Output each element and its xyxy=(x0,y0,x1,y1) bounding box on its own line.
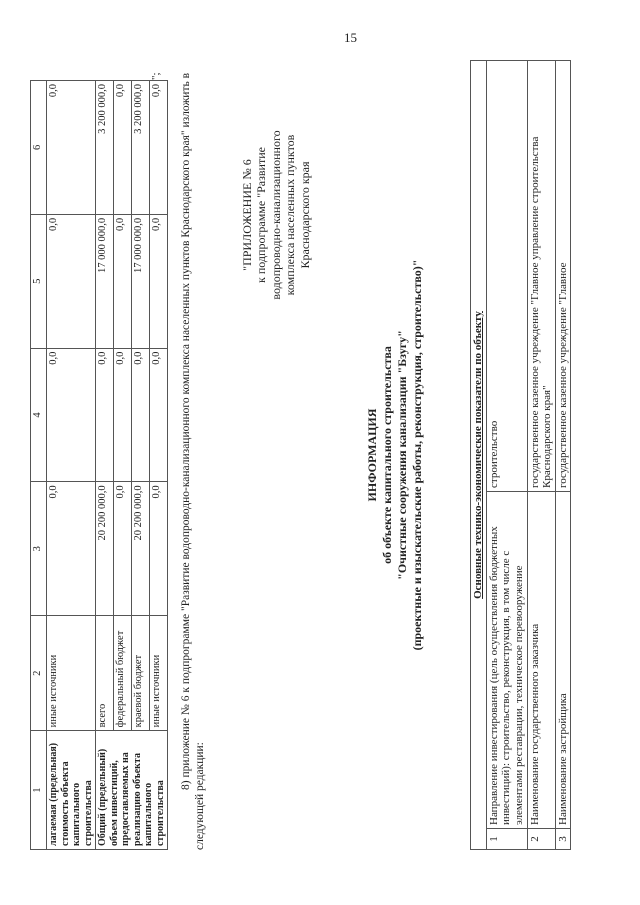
row-value: государственное казенное учреждение "Главное управление строительства Краснодарского края" xyxy=(527,61,555,492)
value-cell: 0,0 xyxy=(114,482,132,616)
header-cell: 1 xyxy=(31,731,47,850)
table-row xyxy=(47,81,96,850)
investment-table xyxy=(30,80,168,850)
appendix-line: комплекса населенных пунктов xyxy=(283,134,298,296)
value-cell: 0,0 xyxy=(47,348,96,482)
document-heading xyxy=(365,60,425,850)
value-cell: 17 000 000,0 xyxy=(96,214,114,348)
row-label: Наименование застройщика xyxy=(555,492,571,829)
value-cell: 0,0 xyxy=(47,214,96,348)
indicators-title: Основные технико-экономические показатели по объекту xyxy=(471,61,487,850)
value-cell: 0,0 xyxy=(47,482,96,616)
table-row xyxy=(486,61,527,850)
value-cell: 0,0 xyxy=(114,214,132,348)
value-cell: 0,0 xyxy=(114,81,132,215)
page-number: 15 xyxy=(344,30,357,45)
header-cell: 2 xyxy=(31,616,47,731)
value-cell: 0,0 xyxy=(150,348,168,482)
value-cell: 17 000 000,0 xyxy=(132,214,150,348)
rotated-page-content xyxy=(30,60,569,850)
appendix-line: "ПРИЛОЖЕНИЕ № 6 xyxy=(240,159,254,271)
header-cell: 5 xyxy=(31,214,47,348)
closing-quote-mark: "; xyxy=(150,72,162,80)
value-cell: 0,0 xyxy=(47,81,96,215)
value-cell: 3 200 000,0 xyxy=(132,81,150,215)
table-header-row xyxy=(31,81,47,850)
table-row xyxy=(96,81,114,850)
row-label: Общий (предельный) объем инвестиций, предоставляемых на реализацию объекта капитального строительства xyxy=(96,731,168,850)
heading-line: об объекте капитального строительства xyxy=(380,346,394,564)
source-cell: федеральный бюджет xyxy=(114,616,132,731)
source-cell: краевой бюджет xyxy=(132,616,150,731)
source-cell: иные источники xyxy=(150,616,168,731)
amendment-text: 8) приложение № 6 к подпрограмме "Развитие водопроводно-канализационного комплекса населенных пунктов Краснодарского края" изложить в следующей редакции: xyxy=(180,72,206,850)
heading-title: ИНФОРМАЦИЯ xyxy=(365,408,379,502)
row-number: 2 xyxy=(527,829,555,850)
header-cell: 3 xyxy=(31,482,47,616)
value-cell: 0,0 xyxy=(150,482,168,616)
row-label: лагаемая (предельная) стоимость объекта капитального строительства xyxy=(47,731,96,850)
row-value: государственное казенное учреждение "Главное xyxy=(555,61,571,492)
indicators-table xyxy=(470,60,571,850)
table-row xyxy=(555,61,571,850)
table-row xyxy=(527,61,555,850)
value-cell: 0,0 xyxy=(150,214,168,348)
source-cell: всего xyxy=(96,616,114,731)
row-label: Направление инвестирования (цель осуществления бюджетных инвестиций): строительство, реконструкция, в том числе с элементами реставрации, техническое перевооружение xyxy=(486,492,527,829)
appendix-line: Краснодарского края xyxy=(297,161,312,269)
appendix-line: водопроводно-канализационного xyxy=(268,130,283,300)
value-cell: 0,0 xyxy=(132,348,150,482)
value-cell: 20 200 000,0 xyxy=(132,482,150,616)
source-cell: иные источники xyxy=(47,616,96,731)
row-number: 3 xyxy=(555,829,571,850)
header-cell: 4 xyxy=(31,348,47,482)
value-cell: 0,0 xyxy=(150,81,168,215)
value-cell: 3 200 000,0 xyxy=(96,81,114,215)
appendix-line: к подпрограмме "Развитие xyxy=(254,147,269,283)
row-value: строительство xyxy=(486,61,527,492)
indicators-title-row xyxy=(471,61,487,850)
appendix-block xyxy=(240,110,312,320)
heading-line: (проектные и изыскательские работы, реконструкция, строительство)" xyxy=(410,259,424,651)
header-cell: 6 xyxy=(31,81,47,215)
row-label: Наименование государственного заказчика xyxy=(527,492,555,829)
value-cell: 0,0 xyxy=(96,348,114,482)
value-cell: 0,0 xyxy=(114,348,132,482)
heading-line: "Очистные сооружения канализации "Бзугу" xyxy=(395,330,409,580)
value-cell: 20 200 000,0 xyxy=(96,482,114,616)
row-number: 1 xyxy=(486,829,527,850)
